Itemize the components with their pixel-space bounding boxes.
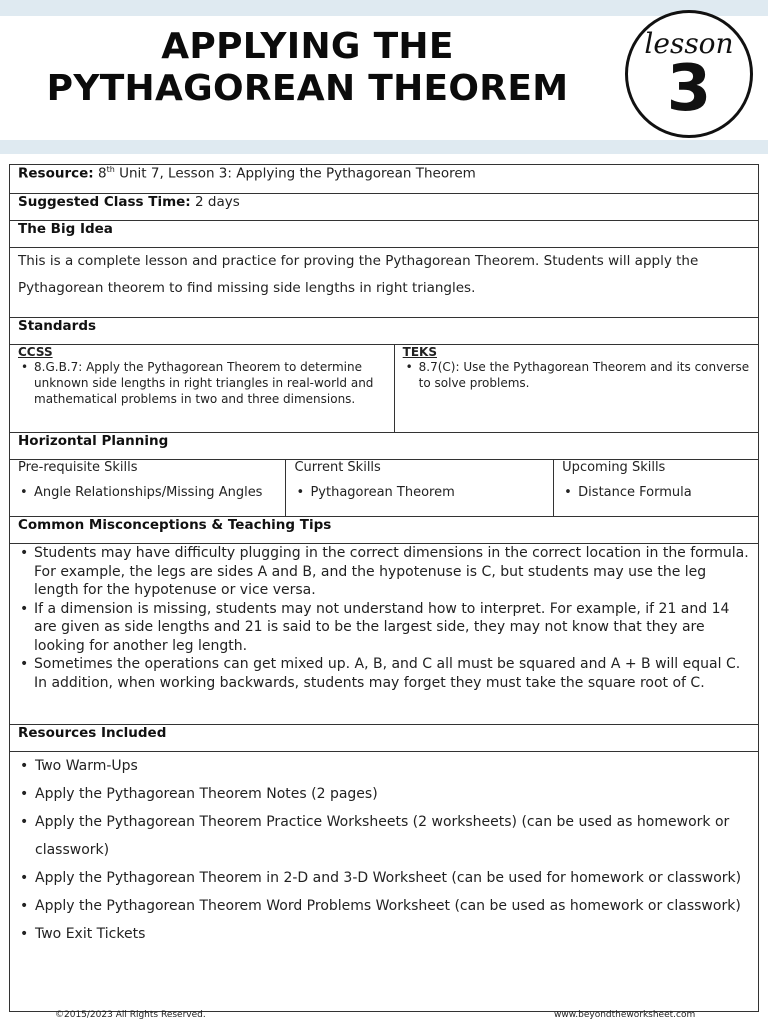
list-item: • Two Exit Tickets	[18, 920, 750, 948]
resources-heading-row	[10, 725, 759, 752]
ccss-item: • 8.G.B.7: Apply the Pythagorean Theorem to determine unknown side lengths in right triangles in real-world and mathematical problems in two and three dimensions.	[18, 359, 386, 407]
list-item: • Apply the Pythagorean Theorem Practice Worksheets (2 worksheets) (can be used as homework or classwork)	[18, 808, 750, 864]
lesson-badge-number: 3	[666, 52, 712, 126]
standards-heading: Standards	[10, 318, 759, 345]
upcoming-skills-item: • Distance Formula	[562, 485, 750, 500]
list-item: • Apply the Pythagorean Theorem Word Problems Worksheet (can be used as homework or classwork)	[18, 892, 750, 920]
misconceptions-list	[18, 544, 750, 692]
current-skills-item: • Pythagorean Theorem	[294, 485, 545, 500]
horizontal-planning-heading: Horizontal Planning	[10, 433, 759, 460]
ccss-list	[18, 359, 386, 407]
class-time-row	[10, 194, 759, 221]
horizontal-planning-row	[10, 460, 759, 517]
footer-website: www.beyondtheworksheet.com	[554, 1010, 696, 1020]
upcoming-skills-cell	[554, 460, 759, 517]
horizontal-planning-heading-row	[10, 433, 759, 460]
lesson-badge-word: lesson	[644, 27, 734, 60]
list-item: • Apply the Pythagorean Theorem Notes (2 pages)	[18, 780, 750, 808]
ccss-cell	[10, 345, 395, 433]
class-time-value: 2 days	[190, 194, 240, 210]
lesson-plan-table	[9, 164, 759, 1012]
prerequisite-skills-title: Pre-requisite Skills	[18, 460, 138, 475]
list-item: • Two Warm-Ups	[18, 752, 750, 780]
resources-heading: Resources Included	[10, 725, 759, 752]
resource-grade: 8	[97, 165, 107, 182]
resource-label: Resource:	[18, 165, 94, 182]
prerequisite-skills-item: • Angle Relationships/Missing Angles	[18, 485, 277, 500]
big-idea-heading-row	[10, 221, 759, 248]
teks-list	[403, 359, 750, 391]
class-time-label: Suggested Class Time:	[18, 194, 191, 210]
page-title-line-2: PYTHAGOREAN THEOREM	[46, 68, 569, 109]
header-top-band	[0, 0, 768, 16]
misconceptions-heading-row	[10, 517, 759, 544]
resource-row	[10, 165, 759, 194]
list-item: • Students may have difficulty plugging in the correct dimensions in the correct location in the formula. For example, the legs are sides A and B, and the hypotenuse is C, but students may use the leg length for the hypotenuse or vice versa.	[18, 544, 750, 600]
misconceptions-row	[10, 544, 759, 725]
misconceptions-heading: Common Misconceptions & Teaching Tips	[10, 517, 759, 544]
teks-cell	[394, 345, 758, 433]
current-skills-cell	[286, 460, 554, 517]
standards-row	[10, 345, 759, 433]
teks-title: TEKS	[402, 345, 437, 359]
resources-row	[10, 752, 759, 1012]
resource-grade-sup: th	[106, 165, 115, 174]
page-title-line-1: APPLYING THE	[161, 26, 454, 67]
teks-item: • 8.7(C): Use the Pythagorean Theorem and its converse to solve problems.	[403, 359, 750, 391]
list-item: • Apply the Pythagorean Theorem in 2-D and 3-D Worksheet (can be used for homework or classwork)	[18, 864, 750, 892]
resource-text: Unit 7, Lesson 3: Applying the Pythagorean Theorem	[114, 165, 476, 182]
prerequisite-skills-cell	[10, 460, 286, 517]
list-item: • Sometimes the operations can get mixed up. A, B, and C all must be squared and A + B will equal C. In addition, when working backwards, students may forget they must take the square root of C.	[18, 655, 750, 692]
ccss-title: CCSS	[18, 345, 53, 359]
header-bottom-band	[0, 140, 768, 154]
footer-copyright: ©2015/2023 All Rights Reserved.	[55, 1010, 206, 1020]
big-idea-text: This is a complete lesson and practice for proving the Pythagorean Theorem. Students will apply the Pythagorean theorem to find missing side lengths in right triangles.	[10, 248, 759, 318]
lesson-badge	[625, 10, 753, 138]
resources-list	[18, 752, 750, 948]
standards-heading-row	[10, 318, 759, 345]
list-item: • If a dimension is missing, students may not understand how to interpret. For example, if 21 and 14 are given as side lengths and 21 is said to be the largest side, they may not know that they are looking for another leg length.	[18, 600, 750, 656]
current-skills-title: Current Skills	[294, 460, 381, 475]
page-title	[20, 26, 595, 110]
big-idea-row	[10, 248, 759, 318]
big-idea-heading: The Big Idea	[10, 221, 759, 248]
upcoming-skills-title: Upcoming Skills	[562, 460, 666, 475]
